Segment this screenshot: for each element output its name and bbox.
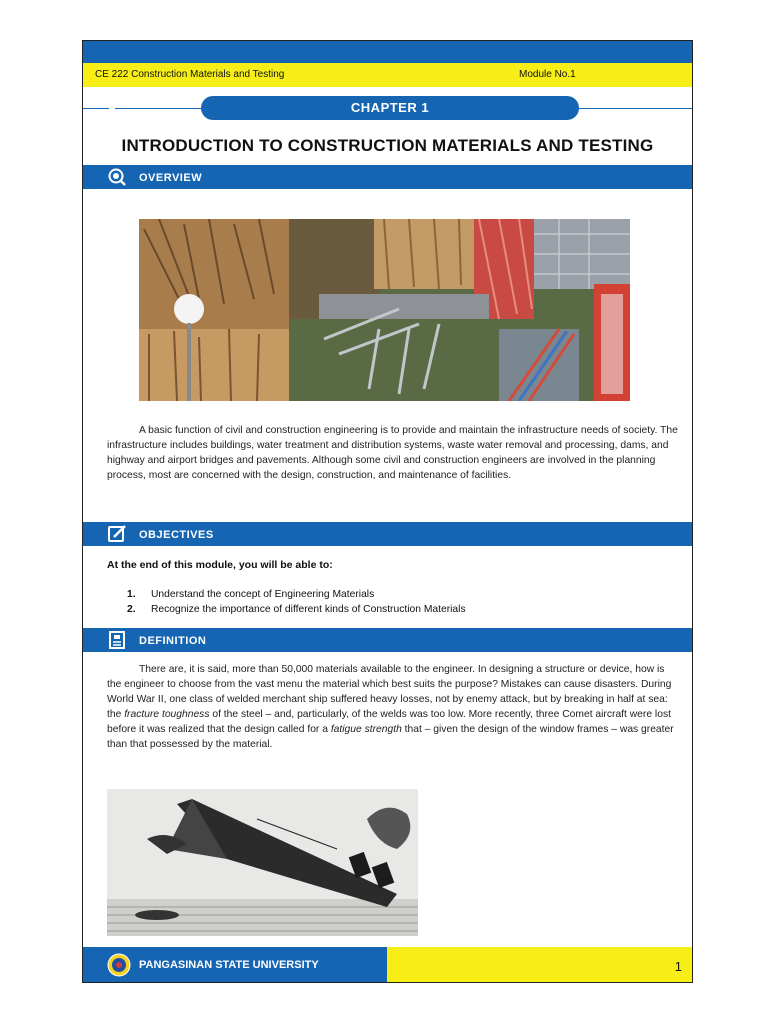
edit-icon bbox=[107, 525, 127, 543]
module-number: Module No.1 bbox=[519, 69, 576, 80]
chapter-rule-right bbox=[575, 108, 693, 109]
chapter-rule-left bbox=[83, 108, 109, 109]
chapter-rule-left-2 bbox=[115, 108, 205, 109]
section-title: OVERVIEW bbox=[139, 172, 203, 184]
document-icon bbox=[107, 631, 127, 649]
chapter-label: CHAPTER 1 bbox=[201, 96, 579, 120]
footer-university-bar bbox=[83, 947, 387, 983]
section-title: DEFINITION bbox=[139, 635, 207, 647]
section-header-overview bbox=[83, 165, 692, 189]
section-title: OBJECTIVES bbox=[139, 529, 214, 541]
list-text: Recognize the importance of different kinds of Construction Materials bbox=[151, 604, 466, 615]
header-bar bbox=[83, 63, 692, 87]
list-item bbox=[127, 587, 466, 602]
section-header-definition bbox=[83, 628, 692, 652]
university-seal-icon bbox=[107, 953, 131, 977]
top-color-bar bbox=[83, 41, 692, 63]
definition-text: There are, it is said, more than 50,000 materials available to the engineer. In designing a structure or device, how is the engineer to choose from the vast menu the material which best suits the purpose? Mistakes can cause disasters. During World War II, one class of welded merchant ship suffered heavy losses, not by enemy attack, but by breaking in half at sea: the fracture toughness of the steel – and, particularly, of the welds was too low. More recently, three Comet aircraft were lost before it was realized that the design called for a fatigue strength that – given the design of the window frames – was greater than that possessed by the material. bbox=[107, 664, 674, 750]
list-number: 2. bbox=[127, 604, 136, 615]
list-item bbox=[127, 602, 466, 617]
search-icon bbox=[107, 168, 127, 186]
university-name: PANGASINAN STATE UNIVERSITY bbox=[139, 959, 319, 971]
footer-page-bar bbox=[387, 947, 693, 983]
page-number: 1 bbox=[674, 959, 682, 974]
document-page bbox=[82, 40, 693, 983]
sinking-ship-illustration bbox=[107, 789, 418, 936]
objectives-lead: At the end of this module, you will be able to: bbox=[107, 559, 333, 571]
definition-paragraph bbox=[107, 662, 681, 752]
list-text: Understand the concept of Engineering Materials bbox=[151, 589, 375, 600]
list-number: 1. bbox=[127, 589, 136, 600]
section-header-objectives bbox=[83, 522, 692, 546]
objectives-list bbox=[127, 587, 466, 617]
overview-paragraph bbox=[107, 423, 681, 483]
page-title: INTRODUCTION TO CONSTRUCTION MATERIALS AND TESTING bbox=[121, 136, 654, 155]
overview-text: A basic function of civil and construction engineering is to provide and maintain the infrastructure needs of society. The infrastructure includes buildings, water treatment and distribution systems, waste water removal and processing, dams, and highway and airport bridges and pavements. Although some civil and construction engineers are involved in the planning process, most are concerned with the design, construction, and maintenance of facilities. bbox=[107, 425, 678, 481]
construction-materials-photo bbox=[139, 219, 630, 401]
course-title: CE 222 Construction Materials and Testing bbox=[95, 69, 285, 80]
